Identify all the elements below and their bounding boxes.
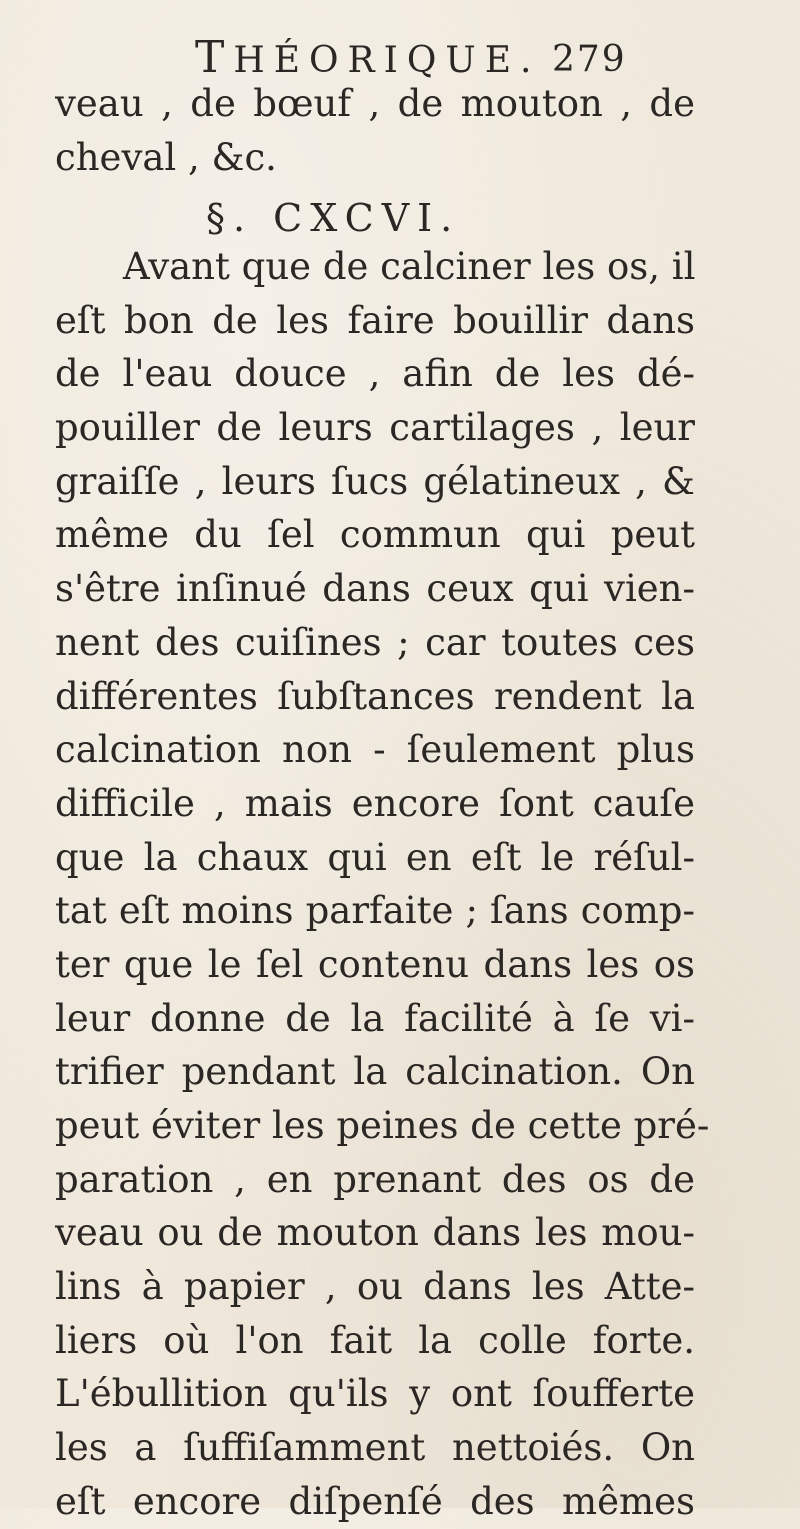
running-head-initial: T	[195, 32, 234, 83]
text-line: calcination non - ſeulement plus	[55, 728, 695, 772]
running-head-title	[195, 32, 541, 83]
text-line: tat eſt moins parfaite ; ſans comp-	[55, 889, 695, 933]
text-line: que la chaux qui en eſt le réſul-	[55, 835, 695, 879]
text-line: lins à papier , ou dans les Atte-	[55, 1265, 695, 1309]
text-line: veau , de bœuf , de mouton , de	[55, 82, 695, 125]
text-line: peut éviter les peines de cette pré-	[55, 1104, 710, 1147]
page-number: 279	[552, 39, 627, 80]
text-line: différentes ſubſtances rendent la	[55, 674, 695, 718]
text-line: s'être inſinué dans ceux qui vien-	[55, 567, 695, 611]
text-line: trifier pendant la calcination. On	[55, 1050, 695, 1094]
text-line: veau ou de mouton dans les mou-	[55, 1211, 695, 1255]
text-line: L'ébullition qu'ils y ont ſoufferte	[55, 1372, 695, 1416]
running-head-rest: HÉORIQUE.	[233, 40, 541, 81]
text-line: eſt encore diſpenſé des mêmes	[55, 1479, 695, 1523]
text-line: graiſſe , leurs ſucs gélatineux , &	[55, 459, 695, 503]
text-line: ter que le ſel contenu dans les os	[55, 942, 695, 986]
text-line: leur donne de la facilité à ſe vi-	[55, 996, 695, 1040]
text-line: les a ſuffiſamment nettoiés. On	[55, 1426, 695, 1470]
text-line: difficile , mais encore ſont cauſe	[55, 781, 695, 825]
text-line: pouiller de leurs cartilages , leur	[55, 406, 695, 450]
text-line: liers où l'on fait la colle forte.	[55, 1318, 695, 1362]
text-line: même du ſel commun qui peut	[55, 513, 695, 557]
text-line: paration , en prenant des os de	[55, 1157, 695, 1201]
section-heading: §. CXCVI.	[206, 196, 461, 240]
text-line: eſt bon de les faire bouillir dans	[55, 298, 695, 342]
text-line: cheval , &c.	[55, 135, 277, 179]
text-line: de l'eau douce , afin de les dé-	[55, 352, 695, 396]
text-line: Avant que de calciner les os, il	[123, 245, 696, 288]
paragraph	[55, 240, 710, 1529]
text-line: nent des cuiſines ; car toutes ces	[55, 620, 695, 664]
carryover-text	[55, 77, 695, 184]
